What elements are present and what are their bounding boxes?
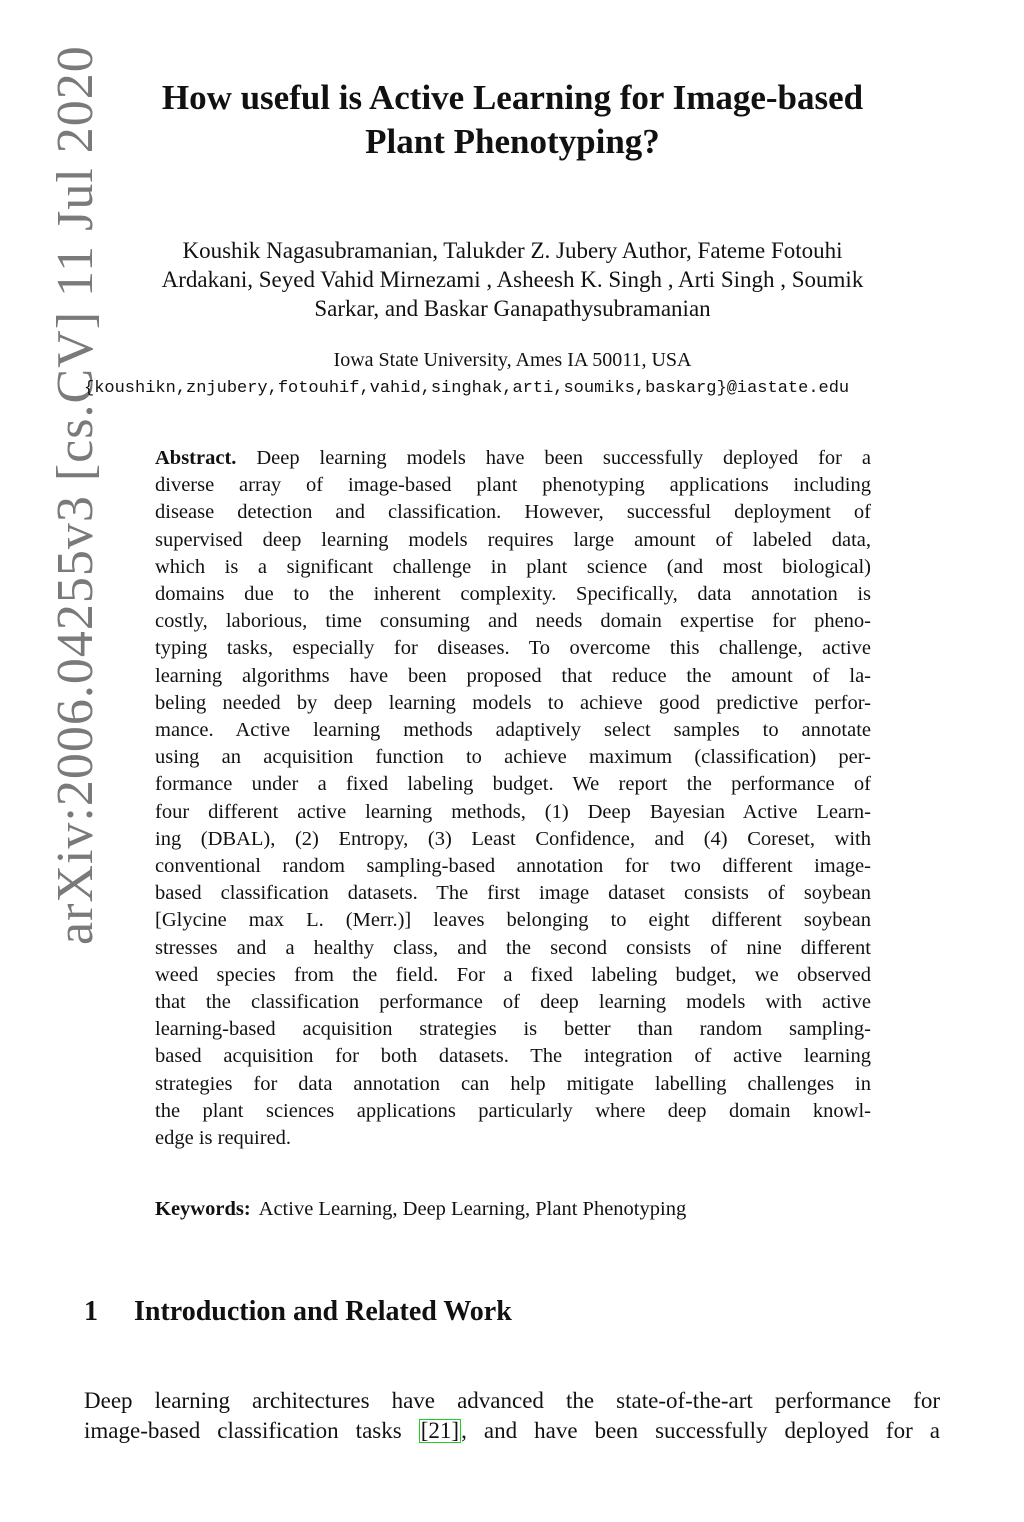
keywords-text: Active Learning, Deep Learning, Plant Phenotyping [258,1198,687,1220]
authors-line-2: Ardakani, Seyed Vahid Mirnezami , Asheesh K. Singh , Arti Singh , Soumik [161,267,864,292]
abstract-line: stresses and a healthy class, and the second consists of nine different [155,936,871,959]
keywords-label: Keywords: [155,1198,251,1220]
abstract-line: edge is required. [155,1127,292,1150]
abstract-line: typing tasks, especially for diseases. To overcome this challenge, active [155,637,871,660]
section-title: Introduction and Related Work [134,1296,512,1327]
affiliation: Iowa State University, Ames IA 50011, USA [333,349,692,371]
section-heading [84,1294,512,1330]
abstract-line: four different active learning methods, (1) Deep Bayesian Active Learn- [155,800,871,823]
abstract-line: supervised deep learning models requires large amount of labeled data, [155,528,871,551]
authors-line-3: Sarkar, and Baskar Ganapathysubramanian [314,296,711,321]
authors-line-1: Koushik Nagasubramanian, Talukder Z. Jubery Author, Fateme Fotouhi [182,238,843,263]
abstract-line: the plant sciences applications particularly where deep domain knowl- [155,1099,871,1122]
abstract-line: which is a significant challenge in plant science (and most biological) [155,555,871,578]
abstract-label: Abstract. [155,447,237,469]
abstract-line: weed species from the field. For a fixed labeling budget, we observed [155,963,871,986]
abstract-line: ing (DBAL), (2) Entropy, (3) Least Confidence, and (4) Coreset, with [155,827,871,850]
abstract [155,445,871,1152]
abstract-line: based acquisition for both datasets. The integration of active learning [155,1045,871,1068]
abstract-line: that the classification performance of deep learning models with active [155,991,871,1014]
title-line-1: How useful is Active Learning for Image-based [161,78,864,117]
abstract-line: formance under a fixed labeling budget. We report the performance of [155,773,871,796]
abstract-line: learning-based acquisition strategies is better than random sampling- [155,1018,871,1041]
body-line-2 [84,1416,940,1446]
body-line-2-start: image-based classification tasks [84,1418,419,1443]
keywords [155,1196,871,1223]
abstract-line: beling needed by deep learning models to achieve good predictive perfor- [155,691,871,714]
abstract-line: using an acquisition function to achieve maximum (classification) per- [155,746,871,769]
arxiv-identifier-stamp: arXiv:2006.04255v3 [cs.CV] 11 Jul 2020 [47,45,104,945]
abstract-line: conventional random sampling-based annotation for two different image- [155,855,871,878]
body-line-1: Deep learning architectures have advanced the state-of-the-art performance for [84,1388,940,1413]
abstract-line: domains due to the inherent complexity. Specifically, data annotation is [155,583,871,606]
author-emails: {koushikn,znjubery,fotouhif,vahid,singhak,arti,soumiks,baskarg}@iastate.edu [84,379,850,398]
abstract-line: costly, laborious, time consuming and needs domain expertise for pheno- [155,610,871,633]
citation-link[interactable]: [21] [420,1418,460,1443]
paper-title [90,76,935,164]
abstract-line: disease detection and classification. However, successful deployment of [155,501,871,524]
title-line-2: Plant Phenotyping? [365,122,660,161]
section-number: 1 [84,1296,98,1327]
abstract-line: [Glycine max L. (Merr.)] leaves belonging to eight different soybean [155,909,871,932]
abstract-first-line-text: Deep learning models have been successfully deployed for a [256,447,872,469]
body-line-2-end: , and have been successfully deployed for a [461,1418,940,1443]
author-list [90,236,935,323]
abstract-line: learning algorithms have been proposed that reduce the amount of la- [155,664,871,687]
abstract-line: strategies for data annotation can help mitigate labelling challenges in [155,1072,871,1095]
abstract-first-line [155,445,871,472]
abstract-line: mance. Active learning methods adaptively select samples to annotate [155,719,871,742]
abstract-line: based classification datasets. The first image dataset consists of soybean [155,882,871,905]
abstract-line: diverse array of image-based plant phenotyping applications including [155,474,871,497]
body-paragraph [84,1386,940,1446]
